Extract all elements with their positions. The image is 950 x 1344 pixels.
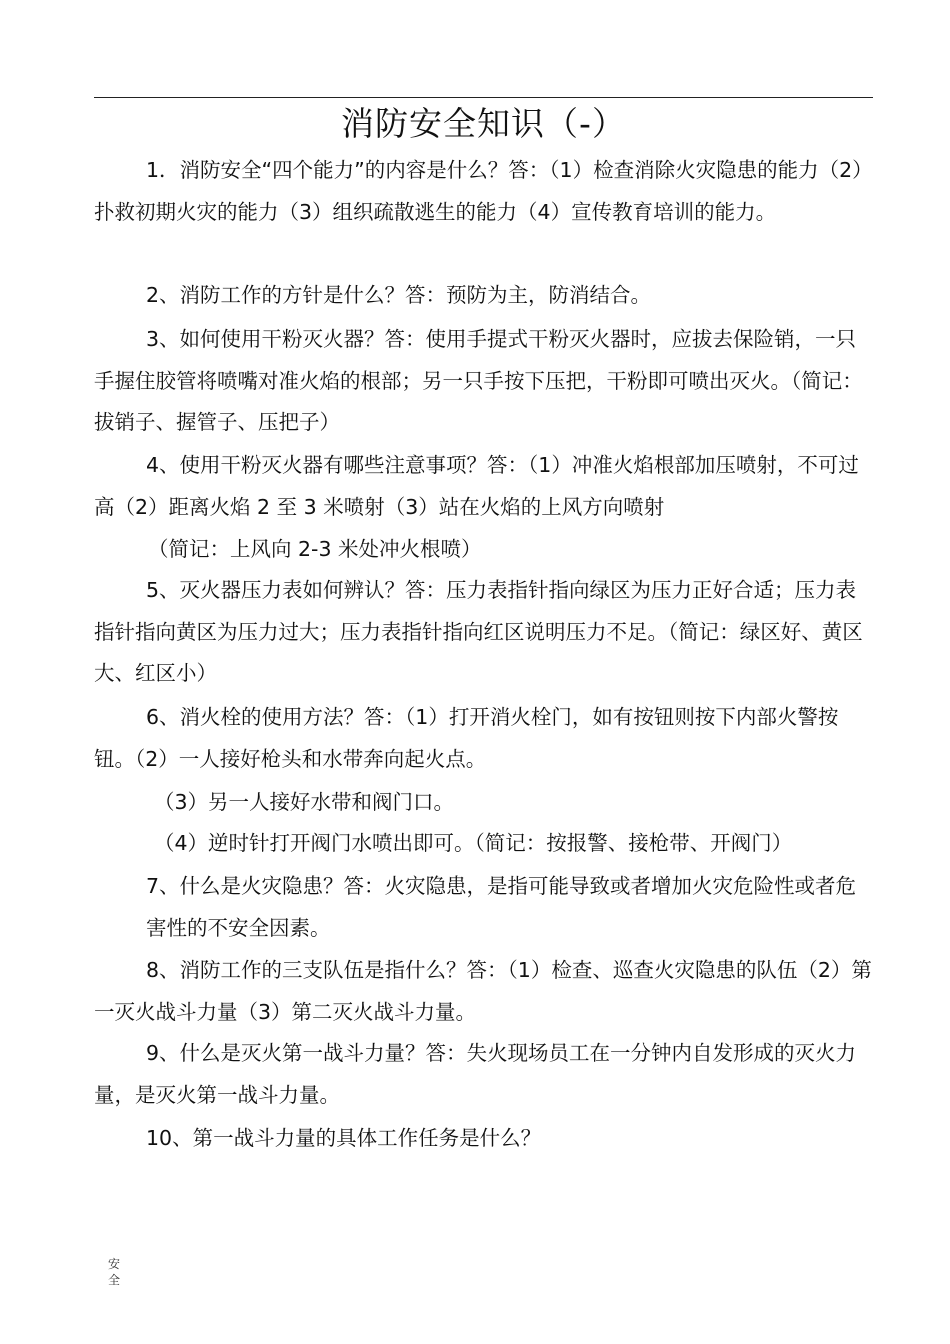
- paragraph-1: 1．消防安全“四个能力”的内容是什么？答：（1）检查消除火灾隐患的能力（2）扑救初期火灾的能力（3）组织疏散逃生的能力（4）宣传教育培训的能力。: [94, 158, 873, 224]
- paragraph-9: 9、什么是灭火第一战斗力量？答：失火现场员工在一分钟内自发形成的灭火力量，是灭火第一战斗力量。: [94, 1041, 857, 1107]
- paragraph-4: 4、使用干粉灭火器有哪些注意事项？答：（1）冲准火焰根部加压喷射，不可过高（2）距离火焰 2 至 3 米喷射（3）站在火焰的上风方向喷射: [94, 453, 859, 519]
- page-title: 消防安全知识（-）: [341, 104, 626, 143]
- paragraph-5: 5、灭火器压力表如何辨认？答：压力表指针指向绿区为压力正好合适；压力表指针指向黄区为压力过大；压力表指针指向红区说明压力不足。（简记：绿区好、黄区大、红区小）: [94, 578, 863, 685]
- paragraph-6-step-3: （3）另一人接好水带和阀门口。: [154, 790, 455, 814]
- footer-mark: 安全: [108, 1257, 121, 1287]
- paragraph-7: 7、什么是火灾隐患？答：火灾隐患，是指可能导致或者增加火灾危险性或者危害性的不安全因素。: [146, 874, 857, 940]
- paragraph-2: 2、消防工作的方针是什么？答：预防为主，防消结合。: [146, 283, 652, 307]
- header-rule: [94, 97, 873, 98]
- paragraph-4-mnemonic: （简记：上风向 2-3 米处冲火根喷）: [148, 537, 482, 561]
- paragraph-6-step-4: （4）逆时针打开阀门水喷出即可。（简记：按报警、接枪带、开阀门）: [154, 831, 793, 855]
- paragraph-10: 10、第一战斗力量的具体工作任务是什么？: [146, 1126, 542, 1150]
- paragraph-6: 6、消火栓的使用方法？答：（1）打开消火栓门，如有按钮则按下内部火警按钮。（2）一人接好枪头和水带奔向起火点。: [94, 705, 839, 771]
- paragraph-3: 3、如何使用干粉灭火器？答：使用手提式干粉灭火器时，应拔去保险销，一只手握住胶管将喷嘴对准火焰的根部；另一只手按下压把，干粉即可喷出灭火。（简记：拔销子、握管子、压把子）: [94, 327, 863, 434]
- paragraph-8: 8、消防工作的三支队伍是指什么？答：（1）检查、巡查火灾隐患的队伍（2）第一灭火战斗力量（3）第二灭火战斗力量。: [94, 958, 872, 1024]
